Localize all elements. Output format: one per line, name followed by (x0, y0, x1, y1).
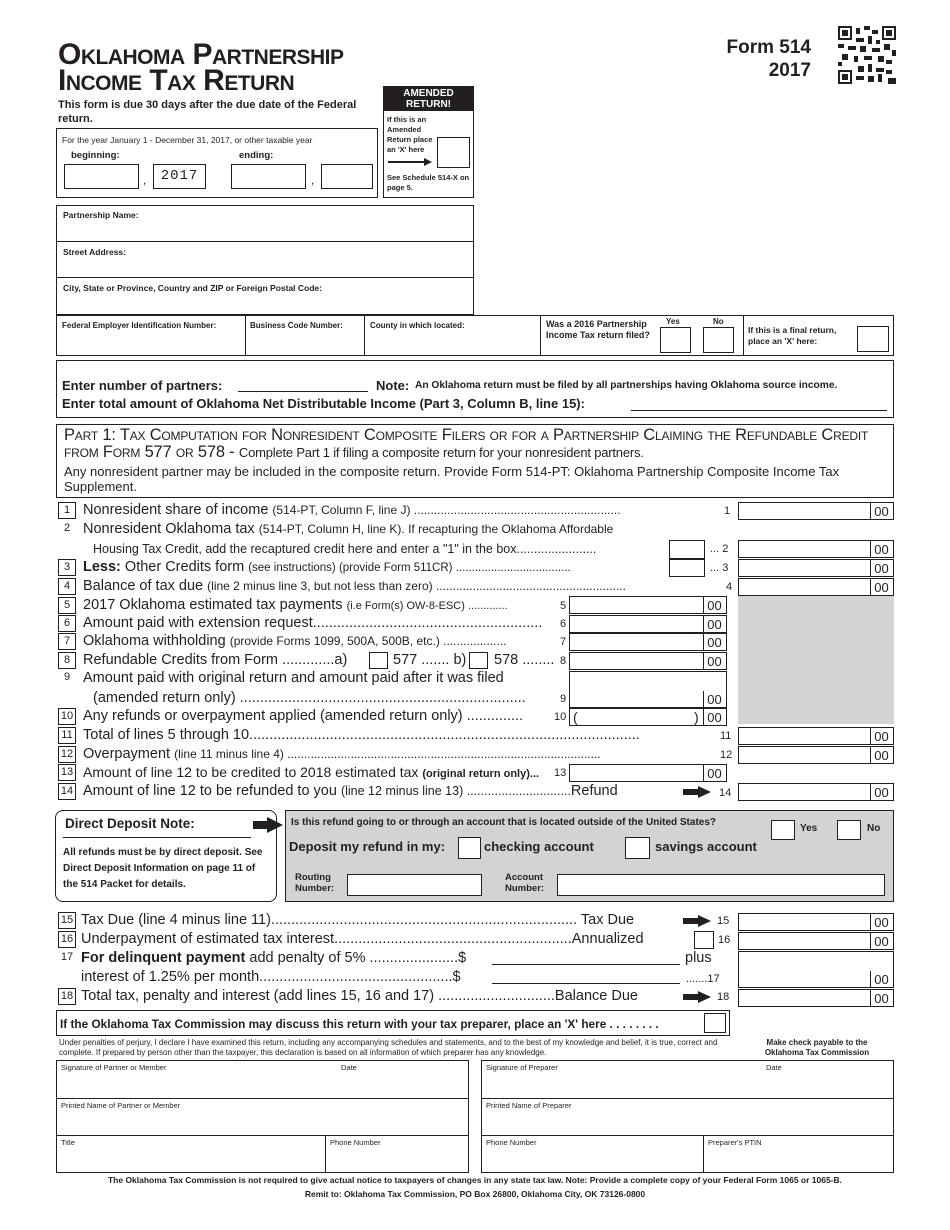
cents: 00 (703, 597, 725, 613)
checking-account-label: checking account (484, 839, 594, 854)
arrow-right-icon (253, 817, 283, 833)
line-number: 7 (58, 633, 76, 650)
gray-shade-column (738, 596, 894, 724)
cents: 00 (870, 784, 892, 800)
tax-year-caption: For the year January 1 - December 31, 2017, or other taxable year (62, 135, 313, 145)
line-14-label: Amount of line 12 to be refunded to you (83, 783, 337, 799)
partner-phone-field[interactable] (326, 1136, 468, 1172)
line-17-plus: plus (685, 950, 712, 966)
line-ref: 10 (554, 711, 567, 723)
line-2-small: (514-PT, Column H, line K). If recapturing the Oklahoma Affordable (258, 522, 614, 536)
note-text: An Oklahoma return must be filed by all partnerships having Oklahoma source income. (415, 380, 838, 391)
preparer-ptin-label: Preparer's PTIN (708, 1138, 762, 1147)
annualized-checkbox[interactable] (694, 931, 714, 949)
preparer-printed-name-label: Printed Name of Preparer (486, 1101, 572, 1110)
amended-return-box (383, 86, 474, 198)
line-number: 18 (58, 988, 76, 1005)
outside-us-yes-label: Yes (800, 823, 818, 834)
line-8-text: Refundable Credits from Form .............a) (83, 652, 348, 668)
line-8-577: 577 ....... b) (393, 652, 467, 668)
partner-title-field[interactable] (57, 1136, 326, 1172)
line-ref: 9 (560, 693, 567, 705)
checking-account-checkbox[interactable] (458, 837, 481, 859)
line-18-tail: Balance Due (554, 988, 638, 1004)
note-label: Note: (376, 378, 410, 393)
line-number: 5 (58, 597, 76, 614)
line-18-text (81, 987, 638, 1005)
line-16-label: Underpayment of estimated tax interest........................................................... (81, 931, 572, 947)
direct-deposit-note-box (55, 810, 277, 902)
line-5-text (83, 596, 508, 614)
perjury-statement: Under penalties of perjury, I declare I have examined this return, including any accompanying schedules and statements, and to the best of my knowledge and belief, it is true, correct and complete. If prepared by person other than the taxpayer, this declaration is based on all information of which preparer has any knowledge. (59, 1038, 718, 1057)
line-13-text (83, 763, 539, 781)
ending-label: ending: (239, 150, 274, 161)
payable-note: Make check payable to the Oklahoma Tax Commission (764, 1038, 870, 1057)
cents: 00 (703, 634, 725, 650)
line-number: 16 (58, 931, 76, 948)
line-17b-dots: ....... (686, 973, 708, 985)
line-15-label: Tax Due (line 4 minus line 11)............................................................................ (81, 912, 578, 928)
housing-credit-box[interactable] (669, 540, 705, 559)
preparer-signature-label: Signature of Preparer (486, 1063, 558, 1072)
partnership-name-label: Partnership Name: (63, 210, 139, 220)
business-code-label: Business Code Number: (250, 321, 343, 330)
form-title-line2: Income Tax Return (58, 64, 295, 97)
cents: 00 (870, 579, 892, 595)
paren-open: ( (573, 709, 578, 725)
form-year: 2017 (768, 60, 811, 81)
amended-see-note: See Schedule 514-X on page 5. (387, 173, 470, 192)
account-number-input[interactable] (557, 874, 885, 896)
line-7-label: Oklahoma withholding (83, 633, 226, 649)
preparer-discussion-text: If the Oklahoma Tax Commission may discuss this return with your tax preparer, place an 'X' here . . . . . . . . (60, 1017, 659, 1031)
partner-signature-field[interactable] (57, 1061, 468, 1099)
partner-printed-name-field[interactable] (57, 1099, 468, 1136)
line-14-amount[interactable] (738, 783, 894, 801)
cents: 00 (870, 541, 892, 557)
line-11-amount[interactable] (738, 727, 894, 745)
line-12-label: Overpayment (83, 746, 171, 762)
line-5-label: 2017 Oklahoma estimated tax payments (83, 597, 343, 613)
line-number: 14 (58, 783, 76, 800)
outside-us-no-label: No (867, 823, 881, 834)
line-ref: 18 (717, 991, 730, 1003)
line-15-text (81, 911, 634, 929)
line-number: 9 (63, 671, 71, 683)
partner-phone-label: Phone Number (330, 1138, 381, 1147)
taxpayer-signature-box (56, 1060, 469, 1173)
line-ref: 6 (560, 618, 567, 630)
line-3-amount[interactable] (738, 559, 894, 577)
line-1-label: Nonresident share of income (83, 502, 269, 518)
preparer-discussion-checkbox[interactable] (704, 1013, 726, 1033)
county-field[interactable] (365, 316, 541, 355)
line-8-578: 578 ........ (494, 652, 555, 668)
cents: 00 (870, 933, 892, 949)
part1-subtext: Any nonresident partner may be included in the composite return. Provide Form 514-PT: Oklahoma Partnership Composite Income Tax Supplement. (64, 464, 840, 494)
line-ref: 5 (560, 600, 567, 612)
line-ref: 1 (724, 505, 731, 517)
city-state-zip-label: City, State or Province, Country and ZIP or Foreign Postal Code: (63, 283, 322, 293)
form-title-line1: Oklahoma Partnership (58, 38, 344, 71)
preparer-phone-field[interactable] (482, 1136, 704, 1172)
line-5-amount[interactable] (569, 596, 727, 614)
line-3-bold: Less: (83, 559, 121, 575)
line-4-text (83, 577, 626, 595)
line-3-label: Other Credits form (124, 559, 245, 575)
line-3-text (83, 558, 571, 576)
preparer-date-label: Date (766, 1063, 782, 1072)
line-number: 6 (58, 615, 76, 632)
final-return-checkbox[interactable] (857, 326, 889, 352)
line-10-text: Any refunds or overpayment applied (amended return only) .............. (83, 708, 524, 724)
line-2-amount[interactable] (738, 540, 894, 558)
county-label: County in which located: (370, 321, 465, 330)
line-14-tail: Refund (570, 783, 618, 799)
line-9-amount[interactable] (569, 671, 727, 708)
line-12-amount[interactable] (738, 746, 894, 764)
line-6-amount[interactable] (569, 615, 727, 633)
prior-return-question: Was a 2016 Partnership Income Tax return filed? (546, 319, 650, 340)
line-17-dollar: $ (458, 950, 467, 966)
account-number-label: Account Number: (505, 872, 545, 894)
line-ref (686, 970, 720, 988)
cents: 00 (870, 971, 892, 987)
routing-number-label: Routing Number: (295, 872, 335, 894)
credit-578-checkbox[interactable] (469, 652, 488, 669)
final-return-label: If this is a final return, place an 'X' here: (748, 325, 837, 346)
line-11-text: Total of lines 5 through 10................................................................................................. (83, 727, 640, 743)
routing-number-input[interactable] (347, 874, 482, 896)
line-ref-17: 17 (707, 973, 720, 985)
due-note: This form is due 30 days after the due date of the Federal return. (58, 99, 357, 125)
prior-return-no-checkbox[interactable] (703, 327, 734, 353)
partners-number-input[interactable] (238, 391, 368, 392)
line-7-text (83, 632, 507, 650)
line-9-text: Amount paid with original return and amount paid after it was filed (83, 670, 504, 686)
savings-account-label: savings account (655, 839, 757, 854)
line-ref: 14 (719, 787, 732, 799)
line-15-tail: Tax Due (580, 912, 635, 928)
line-ref: 12 (720, 749, 733, 761)
ending-month-day-input[interactable] (231, 164, 306, 189)
prior-return-no-label: No (713, 317, 724, 326)
line-4-small: (line 2 minus line 3, but not less than zero) ......................................................... (207, 579, 626, 593)
line-17-bold: For delinquent payment (81, 950, 246, 966)
direct-deposit-note-title: Direct Deposit Note: (65, 816, 195, 831)
line-number: 2 (63, 522, 71, 534)
business-code-field[interactable] (246, 316, 365, 355)
city-state-zip-field[interactable] (57, 278, 473, 314)
line-13-amount[interactable] (569, 764, 727, 782)
line-2-text (83, 520, 613, 538)
other-credits-box[interactable] (669, 559, 705, 577)
line-17-label: add penalty of 5% ...................... (249, 950, 459, 966)
beginning-month-day-input[interactable] (64, 164, 139, 189)
direct-deposit-panel (285, 810, 894, 902)
line-7-small: (provide Forms 1099, 500A, 500B, etc.) ................... (229, 634, 507, 648)
tax-year-box (56, 128, 378, 198)
prior-return-yes-checkbox[interactable] (660, 327, 691, 353)
line-17b-dollar: $ (452, 969, 461, 985)
arrow-right-icon (683, 991, 711, 1003)
prior-return-yes-label: Yes (666, 317, 680, 326)
fein-field[interactable] (57, 316, 246, 355)
cents: 00 (870, 747, 892, 763)
preparer-signature-field[interactable] (482, 1061, 893, 1099)
note-divider (63, 837, 251, 838)
line-4-label: Balance of tax due (83, 578, 204, 594)
part1-heading-tail: Complete Part 1 if filing a composite return for your nonresident partners. (238, 445, 644, 460)
line-ref: 8 (560, 655, 567, 667)
amended-checkbox[interactable] (437, 137, 470, 168)
line-number: 4 (58, 578, 76, 595)
comma-1: , (143, 173, 147, 187)
line-18-label: Total tax, penalty and interest (add lines 15, 16 and 17) ............................. (81, 988, 555, 1004)
line-14-text (83, 782, 618, 800)
line-15-amount[interactable] (738, 913, 894, 931)
cents: 00 (703, 765, 725, 781)
fein-label: Federal Employer Identification Number: (62, 321, 217, 330)
partner-signature-label: Signature of Partner or Member (61, 1063, 167, 1072)
preparer-ptin-field[interactable] (704, 1136, 893, 1172)
line-ref-3: 3 (722, 562, 729, 574)
arrow-right-icon (683, 915, 711, 927)
line-number: 8 (58, 652, 76, 669)
arrow-right-icon (683, 786, 711, 798)
partner-title-label: Title (61, 1138, 75, 1147)
cents: 00 (703, 709, 725, 725)
line-13-small: (original return only)... (422, 768, 540, 780)
amended-instruction: If this is an Amended Return place an 'X' here (387, 115, 433, 154)
ending-year-input[interactable] (321, 164, 373, 189)
line-5-small: (i.e Form(s) OW-8-ESC) ............. (346, 600, 508, 612)
outside-us-yes-checkbox[interactable] (771, 820, 795, 840)
line-2-label: Nonresident Oklahoma tax (83, 521, 255, 537)
street-address-label: Street Address: (63, 247, 126, 257)
line-number: 10 (58, 708, 76, 725)
line-14-small: (line 12 minus line 13) .............................. (340, 784, 571, 798)
line-ref-2: 2 (722, 543, 729, 555)
net-income-input[interactable] (631, 410, 887, 411)
qr-code-icon (838, 26, 896, 84)
cents: 00 (870, 728, 892, 744)
form-number-block (705, 36, 811, 82)
cents: 00 (870, 990, 892, 1006)
cents: 00 (870, 503, 892, 519)
line-12-text (83, 745, 601, 763)
partnership-name-field[interactable] (57, 206, 473, 242)
line-4-amount[interactable] (738, 578, 894, 596)
cents: 00 (703, 691, 725, 707)
line-1-text (83, 501, 621, 519)
line-number: 17 (60, 951, 74, 963)
line-ref: ... 2 (710, 543, 729, 555)
line-13-label: Amount of line 12 to be credited to 2018 estimated tax (83, 764, 419, 780)
penalty-input[interactable] (492, 964, 680, 965)
form-number: Form 514 (726, 37, 811, 58)
line-16-tail: Annualized (571, 931, 644, 947)
line-1-small: (514-PT, Column F, line J) .............................................................. (272, 503, 621, 517)
line-ref: 11 (720, 730, 732, 742)
savings-account-checkbox[interactable] (625, 837, 650, 859)
line-ref: 13 (554, 767, 567, 779)
deposit-label: Deposit my refund in my: (289, 839, 446, 854)
line-3-small: (see instructions) (provide Form 511CR) .................................... (248, 562, 571, 574)
line-17-amount[interactable] (738, 951, 894, 988)
line-7-amount[interactable] (569, 633, 727, 651)
line-number: 15 (58, 912, 76, 929)
cents: 00 (703, 653, 725, 669)
partners-number-label: Enter number of partners: (62, 378, 223, 393)
credit-577-checkbox[interactable] (369, 652, 388, 669)
line-16-amount[interactable] (738, 932, 894, 950)
street-address-field[interactable] (57, 242, 473, 278)
paren-close: ) (694, 709, 699, 725)
line-number: 3 (58, 559, 76, 576)
partners-box (56, 360, 894, 418)
arrow-right-icon (388, 158, 432, 166)
line-number: 11 (58, 727, 76, 744)
preparer-phone-label: Phone Number (486, 1138, 537, 1147)
form-title (58, 38, 344, 97)
line-ref: ... 3 (710, 562, 729, 574)
footer-notice: The Oklahoma Tax Commission is not required to give actual notice to taxpayers of changes in any state tax law. Note: Provide a complete copy of your Federal Form 1065 or 1065-B. (107, 1175, 843, 1185)
comma-2: , (311, 173, 315, 187)
beginning-year-input[interactable]: 2017 (153, 164, 206, 189)
amended-heading: AMENDED RETURN! (384, 87, 473, 111)
line-8-amount[interactable] (569, 652, 727, 670)
line-2b-text: Housing Tax Credit, add the recaptured credit here and enter a "1" in the box....................... (93, 542, 597, 556)
cents: 00 (870, 914, 892, 930)
identifiers-row (56, 315, 894, 356)
line-ref: 7 (560, 636, 567, 648)
line-6-text: Amount paid with extension request......................................................... (83, 615, 543, 631)
line-12-small: (line 11 minus line 4) .............................................................................................. (174, 747, 601, 761)
line-ref: 15 (717, 915, 730, 927)
footer-remit: Remit to: Oklahoma Tax Commission, PO Box 26800, Oklahoma City, OK 73126-0800 (304, 1189, 646, 1199)
cents: 00 (703, 616, 725, 632)
line-18-amount[interactable] (738, 989, 894, 1007)
line-ref: 16 (718, 934, 731, 946)
line-ref: 4 (726, 581, 733, 593)
part1-heading-text: Part 1: Tax Computation for Nonresident Composite Filers or for a Partnership Claiming the Refundable Credit from Form 577 or 578 - (64, 426, 869, 461)
net-income-label: Enter total amount of Oklahoma Net Distributable Income (Part 3, Column B, line 15): (62, 396, 585, 411)
cents: 00 (870, 560, 892, 576)
partner-printed-name-label: Printed Name of Partner or Member (61, 1101, 181, 1110)
direct-deposit-note-text: All refunds must be by direct deposit. See Direct Deposit Information on page 11 of the 514 Packet for details. (63, 847, 263, 890)
line-9b-text: (amended return only) ....................................................................... (93, 690, 526, 706)
identity-box (56, 205, 474, 315)
part1-heading (64, 427, 890, 461)
line-number: 1 (58, 502, 76, 519)
preparer-discussion-box (56, 1010, 730, 1036)
outside-us-question: Is this refund going to or through an account that is located outside of the United States? (291, 817, 717, 828)
line-1-amount[interactable] (738, 502, 894, 520)
beginning-label: beginning: (71, 150, 120, 161)
line-16-text (81, 930, 644, 948)
line-17-text (81, 949, 466, 967)
preparer-printed-name-field[interactable] (482, 1099, 893, 1136)
line-17b-label: interest of 1.25% per month................................................ (81, 969, 453, 985)
final-return-cell (743, 316, 893, 355)
line-number: 12 (58, 746, 76, 763)
partner-date-label: Date (341, 1063, 357, 1072)
line-10-amount[interactable] (569, 708, 727, 726)
preparer-signature-box (481, 1060, 894, 1173)
line-17b-text (81, 968, 461, 986)
line-number: 13 (58, 764, 76, 781)
outside-us-no-checkbox[interactable] (837, 820, 861, 840)
interest-input[interactable] (492, 983, 680, 984)
part1-header-box (56, 424, 894, 498)
